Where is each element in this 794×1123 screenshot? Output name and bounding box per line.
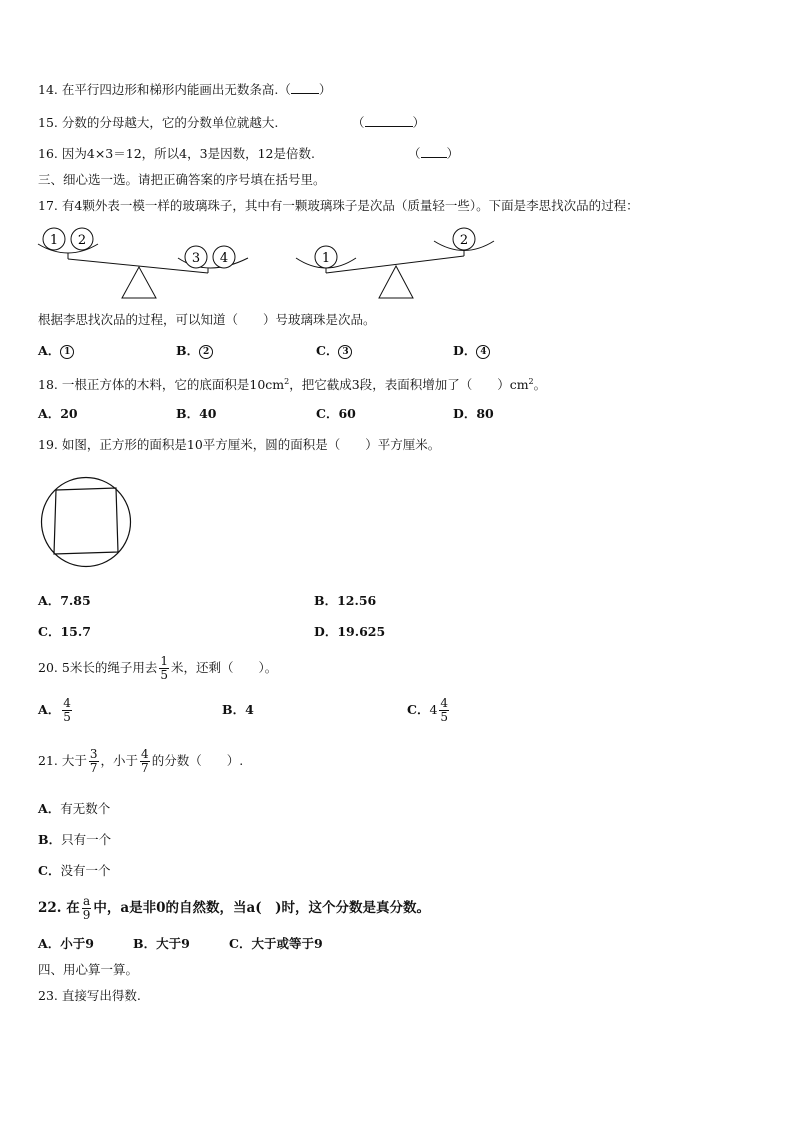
question-number: 22. xyxy=(38,900,62,916)
ball-label: 4 xyxy=(219,251,229,266)
answer-bracket-15[interactable]: （ ） xyxy=(352,115,426,130)
option-18-c[interactable]: C．60 xyxy=(316,406,356,421)
question-text: 直接写出得数. xyxy=(61,988,141,1003)
fraction: $\frac{3}{7}$ xyxy=(89,747,98,775)
option-19-c[interactable]: C．15.7 xyxy=(38,624,91,639)
question-22: 22. 在 $\frac{a}{9}$ 中，a是非0的自然数，当a( )时，这个分数是真分数。 xyxy=(38,894,431,922)
question-18: 18. 一根正方体的木料，它的底面积是$10cm^2$，把它截成3段，表面积增加了（ ）$cm^2$。 xyxy=(38,377,547,393)
fraction: $\frac{a}{9}$ xyxy=(82,894,91,922)
question-number: 20. xyxy=(38,660,58,675)
question-text: 因为4×3＝12，所以4，3是因数，12是倍数. xyxy=(61,146,315,161)
ball-label: 2 xyxy=(77,233,87,248)
ball-label: 1 xyxy=(49,233,59,248)
option-17-d[interactable]: D． 4 xyxy=(453,343,490,359)
circled-number: 2 xyxy=(199,345,213,359)
question-text: 有4颗外表一模一样的玻璃珠子，其中有一颗玻璃珠子是次品（质量轻一些）。下面是李思找次品的过程： xyxy=(61,198,639,213)
option-22-a[interactable]: A．小于9 xyxy=(38,936,94,951)
question-16 xyxy=(38,146,315,162)
question-number: 15. xyxy=(38,115,58,130)
question-20: 20. 5米长的绳子用去 $\frac{1}{5}$ 米，还剩（ ）。 xyxy=(38,654,278,682)
question-number: 16. xyxy=(38,146,58,161)
question-text: 分数的分母越大，它的分数单位就越大. xyxy=(61,115,279,130)
option-20-a[interactable]: A． $\frac{4}{5}$ xyxy=(38,696,71,724)
option-21-a[interactable]: A．有无数个 xyxy=(38,801,111,816)
option-19-b[interactable]: B．12.56 xyxy=(314,593,377,608)
question-21: 21. 大于 $\frac{3}{7}$ ，小于 $\frac{4}{7}$ 的分数（ ）. xyxy=(38,747,244,775)
question-23 xyxy=(38,988,141,1004)
circled-number: 3 xyxy=(338,345,352,359)
ball-label: 2 xyxy=(459,233,469,248)
question-number: 14. xyxy=(38,82,58,97)
fraction: $\frac{1}{5}$ xyxy=(160,654,168,682)
option-19-a[interactable]: A．7.85 xyxy=(38,593,91,608)
option-18-a[interactable]: A．20 xyxy=(38,406,78,421)
answer-bracket-16[interactable]: （ ） xyxy=(408,146,460,161)
circled-number: 4 xyxy=(476,345,490,359)
question-17 xyxy=(38,198,639,214)
option-22-c[interactable]: C．大于或等于9 xyxy=(229,936,323,951)
question-number: 19. xyxy=(38,437,58,452)
option-20-c[interactable]: C．4 $\frac{4}{5}$ xyxy=(407,696,449,724)
option-17-c[interactable]: C． 3 xyxy=(316,343,352,359)
fraction: $\frac{4}{7}$ xyxy=(141,747,149,775)
question-number: 23. xyxy=(38,988,58,1003)
question-text: 一根正方体的木料，它的底面积是10cm xyxy=(61,377,285,393)
section-heading-3: 三、细心选一选。请把正确答案的序号填在括号里。 xyxy=(38,172,326,187)
option-17-b[interactable]: B． 2 xyxy=(176,343,213,359)
question-number: 21. xyxy=(38,753,58,768)
ball-label: 3 xyxy=(191,251,201,266)
option-22-b[interactable]: B．大于9 xyxy=(133,936,190,951)
fraction: $\frac{4}{5}$ xyxy=(440,696,449,724)
option-17-a[interactable]: A． 1 xyxy=(38,343,74,359)
fraction: $\frac{4}{5}$ xyxy=(63,696,71,724)
balance-scale-1 xyxy=(36,222,260,302)
question-number: 17. xyxy=(38,198,58,213)
option-19-d[interactable]: D．19.625 xyxy=(314,624,386,639)
question-text: 在平行四边形和梯形内能画出无数条高.（ xyxy=(61,82,291,97)
question-19 xyxy=(38,437,440,453)
question-15 xyxy=(38,115,278,131)
option-18-b[interactable]: B．40 xyxy=(176,406,217,421)
answer-blank[interactable] xyxy=(291,82,319,94)
question-14: 14. 在平行四边形和梯形内能画出无数条高.（ ） xyxy=(38,82,332,97)
option-21-c[interactable]: C．没有一个 xyxy=(38,863,111,878)
square-in-circle-figure xyxy=(38,474,134,570)
balance-scale-2 xyxy=(292,222,502,302)
question-17-conclusion: 根据李思找次品的过程，可以知道（ ）号玻璃珠是次品。 xyxy=(38,312,376,327)
option-18-d[interactable]: D．80 xyxy=(453,406,494,421)
question-text: 5米长的绳子用去 xyxy=(61,660,158,675)
question-number: 18. xyxy=(38,377,58,393)
circled-number: 1 xyxy=(60,345,74,359)
section-heading-4: 四、用心算一算。 xyxy=(38,962,139,977)
option-20-b[interactable]: B．4 xyxy=(222,702,254,717)
ball-label: 1 xyxy=(321,251,331,266)
option-21-b[interactable]: B．只有一个 xyxy=(38,832,112,847)
question-text: 如图，正方形的面积是10平方厘米，圆的面积是（ ）平方厘米。 xyxy=(61,437,441,452)
